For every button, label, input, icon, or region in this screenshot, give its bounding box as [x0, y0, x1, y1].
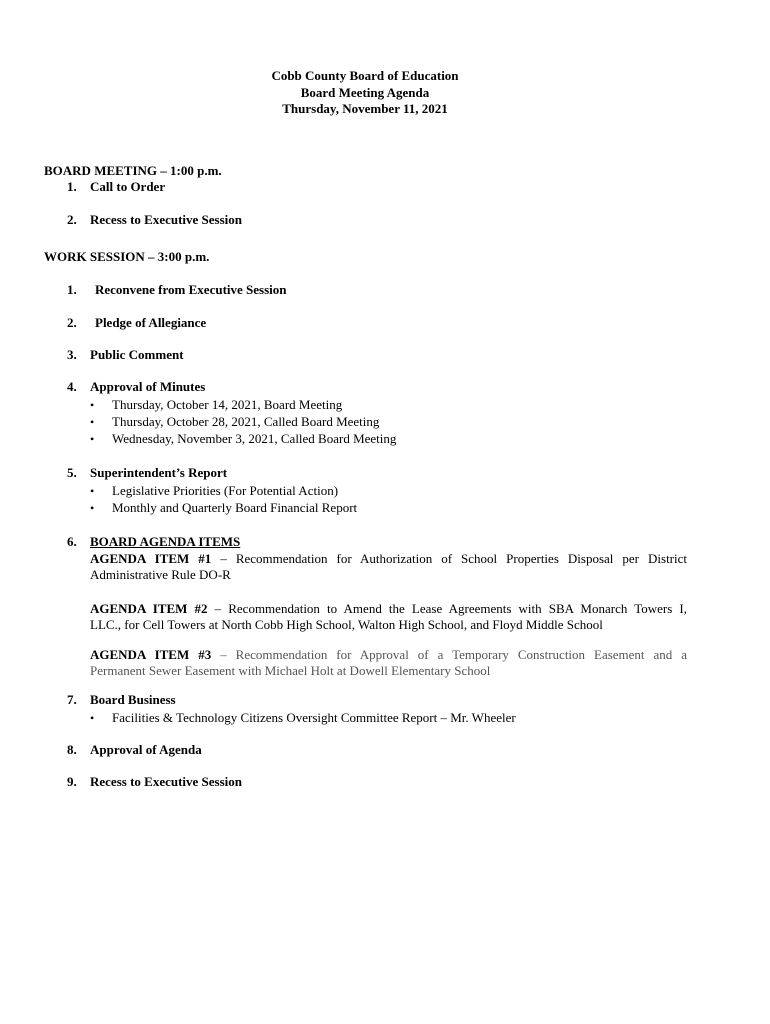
- work-session-item-board-business: Board Business: [90, 692, 176, 707]
- work-session-item-number: 8.: [67, 742, 77, 757]
- board-business-entry: Facilities & Technology Citizens Oversight Committee Report – Mr. Wheeler: [112, 710, 516, 725]
- report-entry: Legislative Priorities (For Potential Action): [112, 483, 339, 498]
- board-agenda-items-heading: BOARD AGENDA ITEMS: [90, 534, 241, 549]
- agenda-item-3: [90, 647, 687, 679]
- agenda-item-description-continued: LLC., for Cell Towers at North Cobb High School, Walton High School, and Floyd Middle School: [90, 617, 603, 632]
- agenda-item-description: – Recommendation to Amend the Lease Agreements with SBA Monarch Towers I,: [214, 601, 687, 616]
- agenda-item-label: AGENDA ITEM #3: [90, 647, 212, 662]
- work-session-item-number: 1.: [67, 282, 77, 297]
- work-session-item-approval-of-minutes: Approval of Minutes: [90, 379, 206, 394]
- minutes-entry: Thursday, October 28, 2021, Called Board Meeting: [112, 414, 380, 429]
- bullet-icon: •: [90, 432, 95, 446]
- bullet-icon: •: [90, 501, 95, 515]
- board-meeting-item-number: 2.: [67, 212, 77, 227]
- minutes-entry: Wednesday, November 3, 2021, Called Board Meeting: [112, 431, 397, 446]
- agenda-item-label: AGENDA ITEM #2: [90, 601, 208, 616]
- bullet-icon: •: [90, 711, 95, 725]
- agenda-item-description-continued: Administrative Rule DO-R: [90, 567, 231, 582]
- work-session-item-public-comment: Public Comment: [90, 347, 184, 362]
- minutes-entry: Thursday, October 14, 2021, Board Meeting: [112, 397, 343, 412]
- work-session-item-number: 5.: [67, 465, 77, 480]
- work-session-item-number: 7.: [67, 692, 77, 707]
- work-session-item-pledge: Pledge of Allegiance: [95, 315, 207, 330]
- header-date: Thursday, November 11, 2021: [282, 101, 448, 116]
- document-header: [0, 68, 730, 118]
- bullet-icon: •: [90, 415, 95, 429]
- work-session-item-number: 4.: [67, 379, 77, 394]
- work-session-item-number: 6.: [67, 534, 77, 549]
- work-session-item-number: 3.: [67, 347, 77, 362]
- board-meeting-heading: BOARD MEETING – 1:00 p.m.: [44, 163, 222, 178]
- report-entry: Monthly and Quarterly Board Financial Report: [112, 500, 358, 515]
- work-session-heading: WORK SESSION – 3:00 p.m.: [44, 249, 210, 264]
- work-session-item-reconvene: Reconvene from Executive Session: [95, 282, 287, 297]
- agenda-item-description: – Recommendation for Authorization of School Properties Disposal per District: [220, 551, 687, 566]
- agenda-item-description-continued: Permanent Sewer Easement with Michael Holt at Dowell Elementary School: [90, 663, 491, 678]
- agenda-item-2: [90, 601, 687, 633]
- work-session-item-number: 9.: [67, 774, 77, 789]
- board-meeting-item-number: 1.: [67, 179, 77, 194]
- agenda-item-1: [90, 551, 687, 583]
- agenda-item-description: – Recommendation for Approval of a Temporary Construction Easement and a: [220, 647, 687, 662]
- work-session-item-approval-of-agenda: Approval of Agenda: [90, 742, 202, 757]
- board-meeting-item-recess: Recess to Executive Session: [90, 212, 243, 227]
- work-session-item-number: 2.: [67, 315, 77, 330]
- agenda-item-label: AGENDA ITEM #1: [90, 551, 212, 566]
- header-document-title: Board Meeting Agenda: [300, 84, 430, 100]
- board-meeting-item-call-to-order: Call to Order: [90, 179, 166, 194]
- bullet-icon: •: [90, 398, 95, 412]
- bullet-icon: •: [90, 484, 95, 498]
- header-organization: Cobb County Board of Education: [271, 68, 459, 83]
- work-session-item-superintendents-report: Superintendent’s Report: [90, 465, 228, 480]
- work-session-item-recess: Recess to Executive Session: [90, 774, 243, 789]
